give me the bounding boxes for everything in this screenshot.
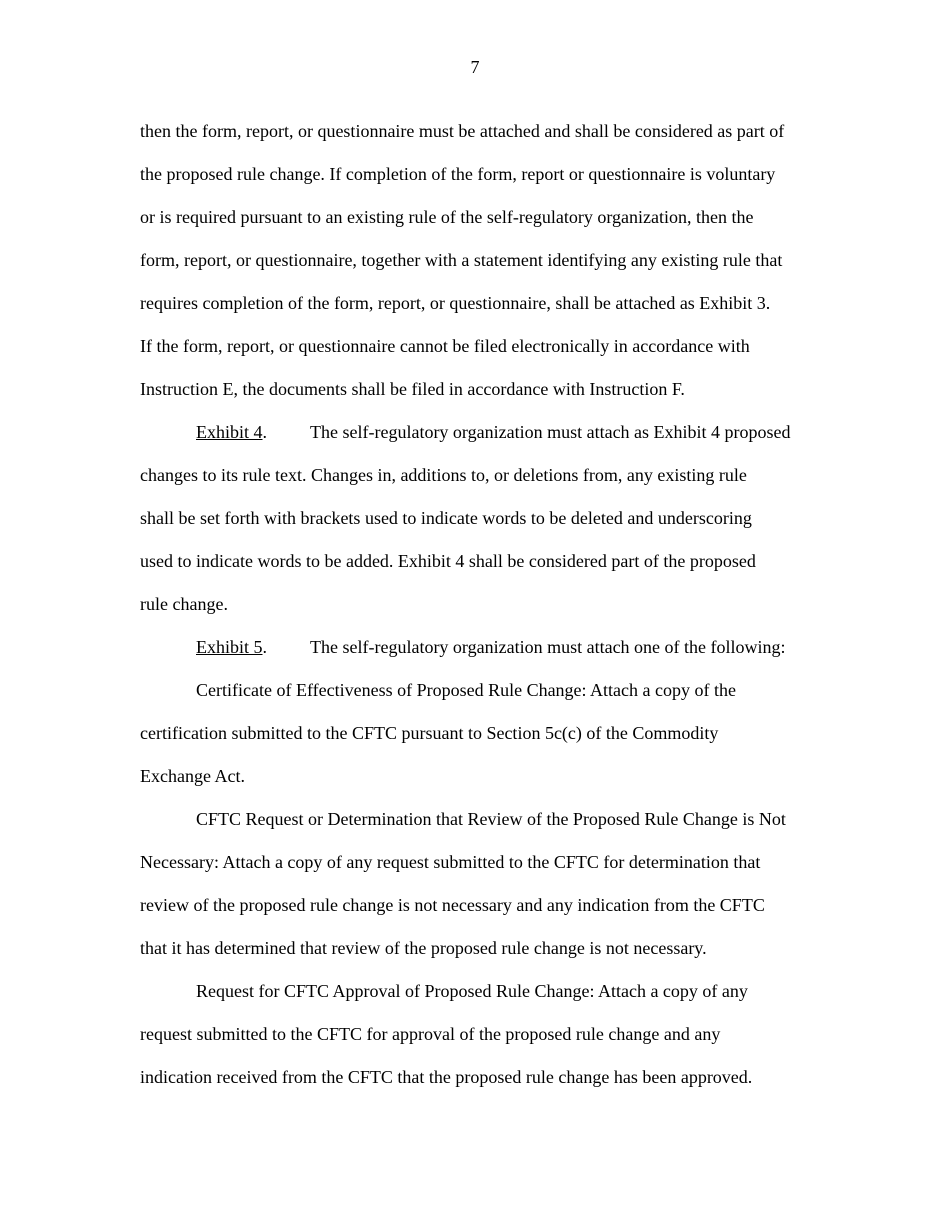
exhibit-4-heading-line xyxy=(140,411,820,454)
text-line: review of the proposed rule change is not necessary and any indication from the CFTC xyxy=(140,895,765,915)
text-line: Request for CFTC Approval of Proposed Rule Change: Attach a copy of any xyxy=(196,981,748,1001)
paragraph-exhibit-5 xyxy=(140,626,820,669)
text-line: rule change. xyxy=(140,594,228,614)
text-line: used to indicate words to be added. Exhibit 4 shall be considered part of the proposed xyxy=(140,551,756,571)
text-line: Instruction E, the documents shall be filed in accordance with Instruction F. xyxy=(140,379,685,399)
text-line: changes to its rule text. Changes in, additions to, or deletions from, any existing rule xyxy=(140,465,747,485)
text-line: shall be set forth with brackets used to indicate words to be deleted and underscoring xyxy=(140,508,752,528)
text-line: Certificate of Effectiveness of Proposed Rule Change: Attach a copy of the xyxy=(196,680,736,700)
exhibit-5-heading-line xyxy=(140,626,820,669)
exhibit-5-label: Exhibit 5 xyxy=(196,637,263,657)
text-line: If the form, report, or questionnaire cannot be filed electronically in accordance with xyxy=(140,336,750,356)
text-line: Necessary: Attach a copy of any request submitted to the CFTC for determination that xyxy=(140,852,761,872)
text-line: the proposed rule change. If completion of the form, report or questionnaire is voluntary xyxy=(140,164,776,184)
text-line: requires completion of the form, report, or questionnaire, shall be attached as Exhibit 3. xyxy=(140,293,771,313)
exhibit-4-label: Exhibit 4 xyxy=(196,422,263,442)
exhibit-4-first-line: The self-regulatory organization must attach as Exhibit 4 proposed xyxy=(310,422,791,442)
paragraph-request-for-cftc-approval xyxy=(140,970,820,1099)
text-line: or is required pursuant to an existing rule of the self-regulatory organization, then the xyxy=(140,207,754,227)
text-line: CFTC Request or Determination that Review of the Proposed Rule Change is Not xyxy=(196,809,786,829)
text-line: form, report, or questionnaire, together with a statement identifying any existing rule that xyxy=(140,250,783,270)
text-line: indication received from the CFTC that the proposed rule change has been approved. xyxy=(140,1067,753,1087)
text-line: certification submitted to the CFTC pursuant to Section 5c(c) of the Commodity xyxy=(140,723,719,743)
page-number: 7 xyxy=(470,57,480,77)
document-body xyxy=(140,110,820,1099)
paragraph-certificate-of-effectiveness xyxy=(140,669,820,798)
exhibit-4-period: . xyxy=(262,422,267,442)
exhibit-5-period: . xyxy=(262,637,267,657)
paragraph-exhibit-4 xyxy=(140,411,820,626)
text-line: Exchange Act. xyxy=(140,766,245,786)
text-line: that it has determined that review of the proposed rule change is not necessary. xyxy=(140,938,707,958)
exhibit-5-first-line: The self-regulatory organization must attach one of the following: xyxy=(310,637,786,657)
paragraph-cftc-request-or-determination xyxy=(140,798,820,970)
text-line: request submitted to the CFTC for approval of the proposed rule change and any xyxy=(140,1024,721,1044)
paragraph-exhibit3-continuation xyxy=(140,110,820,411)
text-line: then the form, report, or questionnaire must be attached and shall be considered as part of xyxy=(140,121,785,141)
